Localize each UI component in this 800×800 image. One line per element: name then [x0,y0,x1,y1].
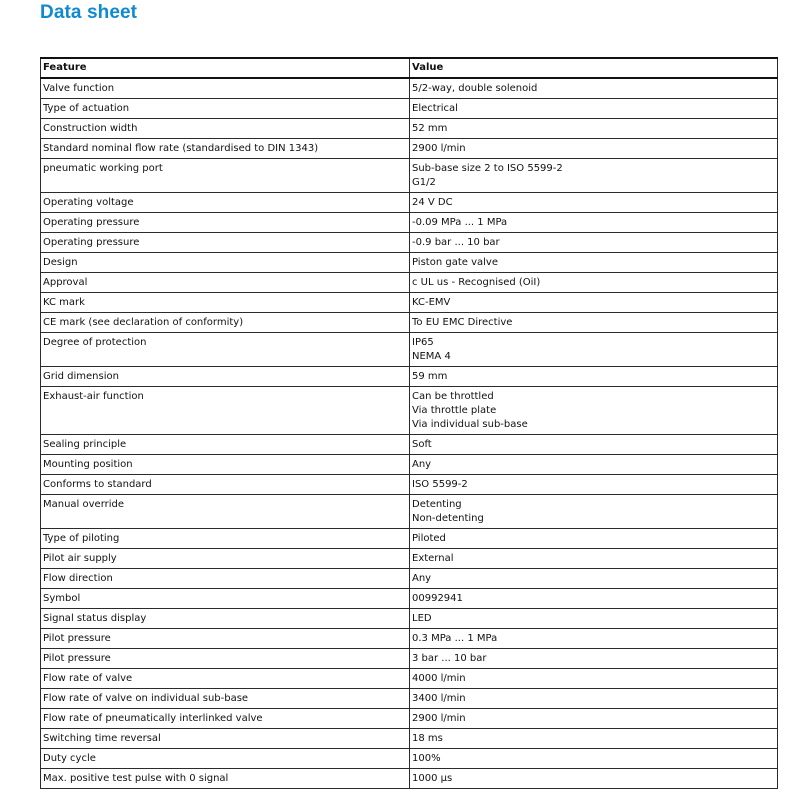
table-row [41,669,778,689]
table-row [41,729,778,749]
feature-cell: Mounting position [41,455,410,475]
table-row [41,253,778,273]
value-line: -0.09 MPa ... 1 MPa [412,217,508,228]
table-row [41,313,778,333]
value-cell [410,159,778,193]
value-line: c UL us - Recognised (OiI) [412,277,541,288]
value-line: 5/2-way, double solenoid [412,83,538,94]
header-row [41,58,778,78]
feature-cell: Design [41,253,410,273]
value-line: IP65 [412,337,434,348]
value-cell [410,139,778,159]
value-line: Any [412,573,432,584]
table-row [41,273,778,293]
table-row [41,495,778,529]
value-line: Soft [412,439,432,450]
feature-cell: Operating pressure [41,233,410,253]
value-line: 00992941 [412,593,463,604]
value-cell [410,749,778,769]
table-row [41,367,778,387]
value-cell [410,769,778,789]
table-row [41,609,778,629]
value-cell [410,589,778,609]
value-cell [410,629,778,649]
value-cell [410,253,778,273]
value-line: 2900 l/min [412,143,466,154]
table-row [41,649,778,669]
column-header-value: Value [410,58,778,78]
value-cell [410,293,778,313]
column-header-feature: Feature [41,58,410,78]
data-sheet-table [40,57,778,789]
value-cell [410,367,778,387]
value-cell [410,729,778,749]
feature-cell: Signal status display [41,609,410,629]
table-row [41,529,778,549]
value-cell [410,569,778,589]
table-row [41,119,778,139]
table-row [41,159,778,193]
value-line: To EU EMC Directive [412,317,513,328]
feature-cell: Manual override [41,495,410,529]
value-cell [410,669,778,689]
value-line: 3400 l/min [412,693,466,704]
value-cell [410,529,778,549]
feature-cell: Pilot pressure [41,629,410,649]
value-line: Any [412,459,432,470]
value-line: 24 V DC [412,197,453,208]
value-cell [410,119,778,139]
feature-cell: Grid dimension [41,367,410,387]
value-line: 4000 l/min [412,673,466,684]
value-line: 3 bar ... 10 bar [412,653,487,664]
value-cell [410,709,778,729]
value-line: Non-detenting [412,513,484,524]
feature-cell: Construction width [41,119,410,139]
value-line: Sub-base size 2 to ISO 5599-2 [412,163,563,174]
value-cell [410,435,778,455]
value-line: 59 mm [412,371,448,382]
feature-cell: Switching time reversal [41,729,410,749]
table-row [41,475,778,495]
table-row [41,749,778,769]
value-cell [410,475,778,495]
table-row [41,589,778,609]
feature-cell: Type of actuation [41,99,410,119]
value-line: KC-EMV [412,297,451,308]
table-row [41,139,778,159]
table-row [41,213,778,233]
value-cell [410,333,778,367]
value-cell [410,99,778,119]
feature-cell: Operating voltage [41,193,410,213]
feature-cell: pneumatic working port [41,159,410,193]
feature-cell: Conforms to standard [41,475,410,495]
value-line: LED [412,613,432,624]
table-row [41,435,778,455]
value-cell [410,609,778,629]
feature-cell: Flow rate of pneumatically interlinked valve [41,709,410,729]
feature-cell: Symbol [41,589,410,609]
table-row [41,689,778,709]
feature-cell: Exhaust-air function [41,387,410,435]
value-line: Via individual sub-base [412,419,528,430]
value-cell [410,549,778,569]
feature-cell: KC mark [41,293,410,313]
value-cell [410,455,778,475]
feature-cell: Pilot pressure [41,649,410,669]
feature-cell: Pilot air supply [41,549,410,569]
value-line: NEMA 4 [412,351,451,362]
value-line: Detenting [412,499,462,510]
value-cell [410,213,778,233]
table-row [41,709,778,729]
value-line: Can be throttled [412,391,494,402]
value-line: 18 ms [412,733,443,744]
value-cell [410,78,778,99]
value-line: -0.9 bar ... 10 bar [412,237,500,248]
value-cell [410,649,778,669]
value-cell [410,233,778,253]
table-row [41,293,778,313]
table-row [41,233,778,253]
table-row [41,333,778,367]
value-line: 0.3 MPa ... 1 MPa [412,633,498,644]
value-line: External [412,553,454,564]
value-cell [410,193,778,213]
value-line: Electrical [412,103,458,114]
table-header [41,58,778,78]
value-cell [410,387,778,435]
value-cell [410,495,778,529]
value-line: 1000 µs [412,773,453,784]
feature-cell: Standard nominal flow rate (standardised to DIN 1343) [41,139,410,159]
page-title: Data sheet [40,2,138,23]
feature-cell: CE mark (see declaration of conformity) [41,313,410,333]
table-row [41,99,778,119]
value-line: 100% [412,753,441,764]
feature-cell: Type of piloting [41,529,410,549]
feature-cell: Duty cycle [41,749,410,769]
value-line: Via throttle plate [412,405,497,416]
value-line: ISO 5599-2 [412,479,468,490]
table-row [41,193,778,213]
feature-cell: Operating pressure [41,213,410,233]
value-cell [410,689,778,709]
table-row [41,549,778,569]
feature-cell: Sealing principle [41,435,410,455]
table-row [41,455,778,475]
table-body [41,78,778,789]
table-row [41,569,778,589]
feature-cell: Degree of protection [41,333,410,367]
feature-cell: Flow direction [41,569,410,589]
feature-cell: Flow rate of valve [41,669,410,689]
value-line: 2900 l/min [412,713,466,724]
feature-cell: Flow rate of valve on individual sub-base [41,689,410,709]
value-line: G1/2 [412,177,436,188]
feature-cell: Approval [41,273,410,293]
value-cell [410,313,778,333]
value-line: Piston gate valve [412,257,498,268]
table-row [41,629,778,649]
feature-cell: Max. positive test pulse with 0 signal [41,769,410,789]
value-cell [410,273,778,293]
feature-cell: Valve function [41,78,410,99]
table-row [41,78,778,99]
table-row [41,769,778,789]
table-row [41,387,778,435]
value-line: 52 mm [412,123,448,134]
value-line: Piloted [412,533,446,544]
